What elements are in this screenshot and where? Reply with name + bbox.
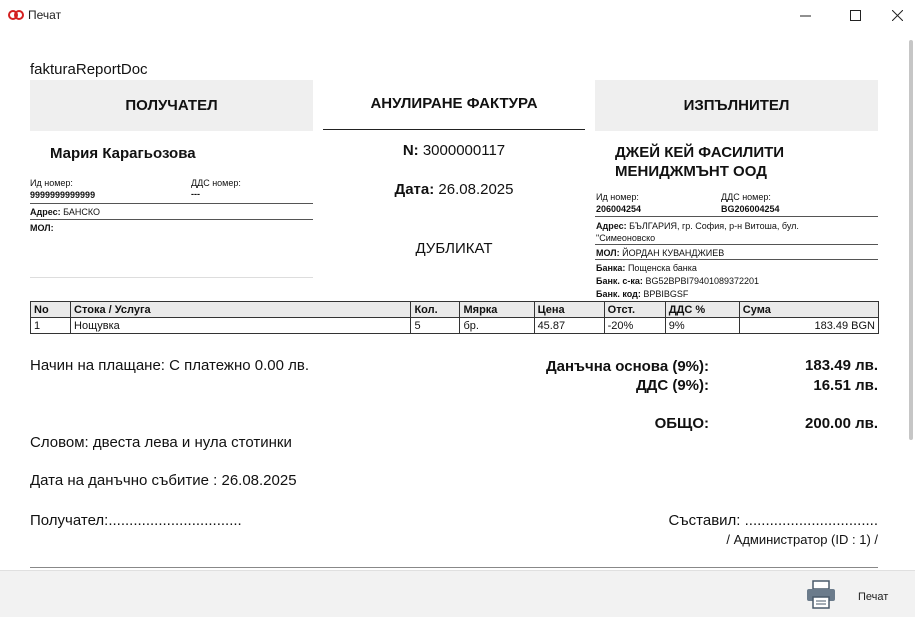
col-header: Отст. <box>604 302 665 318</box>
duplicate-label: ДУБЛИКАТ <box>415 240 493 257</box>
table-cell: 1 <box>31 318 71 334</box>
recipient-id-label: Ид номер: <box>30 178 73 188</box>
minimize-button[interactable] <box>782 0 828 30</box>
issuer-vat-value: BG206004254 <box>721 204 780 214</box>
page-divider <box>30 567 878 568</box>
title-bar <box>0 0 915 30</box>
divider <box>30 219 313 220</box>
issuer-mol-label: МОЛ: <box>596 248 620 258</box>
col-header: Кол. <box>411 302 460 318</box>
issuer-bank <box>596 263 697 273</box>
issuer-mol-value: ЙОРДАН КУВАНДЖИЕВ <box>622 248 725 258</box>
vat-label: ДДС (9%): <box>635 377 709 394</box>
window-title: Печат <box>28 8 62 22</box>
tax-base-label: Данъчна основа (9%): <box>545 358 709 375</box>
tax-base-value: 183.49 лв. <box>805 357 878 374</box>
issuer-account <box>596 276 759 286</box>
issuer-address <box>596 220 878 244</box>
recipient-id-value: 9999999999999 <box>30 190 96 200</box>
issuer-bic-value: BPBIBGSF <box>643 289 689 299</box>
close-icon <box>892 10 903 21</box>
col-header: No <box>31 302 71 318</box>
table-cell: бр. <box>460 318 534 334</box>
issuer-address-label: Адрес: <box>596 221 627 231</box>
app-logo-icon <box>8 10 24 20</box>
table-cell: 45.87 <box>534 318 604 334</box>
issuer-address-value2: "Симеоновско <box>596 233 656 243</box>
recipient-header: ПОЛУЧАТЕЛ <box>30 80 313 131</box>
issuer-address-value: БЪЛГАРИЯ, гр. София, р-н Витоша, бул. <box>629 221 799 231</box>
issuer-vat-label: ДДС номер: <box>721 192 771 202</box>
close-button[interactable] <box>874 0 915 30</box>
recipient-address-label: Адрес: <box>30 207 61 217</box>
recipient-address-value: БАНСКО <box>63 207 100 217</box>
minimize-icon <box>800 10 811 21</box>
table-cell: Нощувка <box>71 318 411 334</box>
issuer-bank-value: Пощенска банка <box>627 263 697 273</box>
print-button[interactable] <box>800 578 900 612</box>
title-underline <box>323 129 585 130</box>
issuer-id-label: Ид номер: <box>596 192 639 202</box>
amount-in-words: Словом: двеста лева и нула стотинки <box>30 434 292 451</box>
issuer-bic-label: Банк. код: <box>596 289 641 299</box>
divider <box>595 244 878 245</box>
issuer-bic <box>596 289 688 299</box>
issuer-name-line1: ДЖЕЙ КЕЙ ФАСИЛИТИ <box>615 144 785 161</box>
col-header: Цена <box>534 302 604 318</box>
col-header: Сума <box>739 302 878 318</box>
divider <box>30 277 313 278</box>
invoice-date-value: 26.08.2025 <box>438 181 514 198</box>
issuer-account-value: BG52BPBI79401089372201 <box>645 276 760 286</box>
receiver-signature: Получател:................................ <box>30 512 242 529</box>
col-header: ДДС % <box>665 302 739 318</box>
scrollbar[interactable] <box>909 40 913 440</box>
recipient-name: Мария Карагьозова <box>50 145 196 162</box>
total-value: 200.00 лв. <box>805 415 878 432</box>
issuer-bank-label: Банка: <box>596 263 626 273</box>
table-cell: -20% <box>604 318 665 334</box>
total-label: ОБЩО: <box>654 415 709 432</box>
table-header-row <box>31 302 879 318</box>
issuer-id-value: 206004254 <box>596 204 642 214</box>
issuer-name <box>615 143 784 181</box>
table-row <box>31 318 879 334</box>
composer-signature: Съставил: ................................ <box>668 512 878 529</box>
table-cell: 5 <box>411 318 460 334</box>
invoice-date-label: Дата: <box>394 181 435 198</box>
maximize-icon <box>850 10 861 21</box>
document-title: АНУЛИРАНЕ ФАКТУРА <box>370 95 538 112</box>
bottom-toolbar <box>0 570 915 617</box>
table-cell: 183.49 BGN <box>739 318 878 334</box>
divider <box>595 259 878 260</box>
invoice-date <box>323 181 585 198</box>
issuer-header: ИЗПЪЛНИТЕЛ <box>595 80 878 131</box>
report-name: fakturaReportDoc <box>30 61 148 78</box>
recipient-mol-label: МОЛ: <box>30 223 54 233</box>
tax-event-date: Дата на данъчно събитие : 26.08.2025 <box>30 472 297 489</box>
recipient-address <box>30 207 100 217</box>
vat-value: 16.51 лв. <box>813 377 878 394</box>
issuer-mol <box>596 248 724 258</box>
items-table <box>30 301 879 334</box>
table-cell: 9% <box>665 318 739 334</box>
col-header: Стока / Услуга <box>71 302 411 318</box>
composer-name: / Администратор (ID : 1) / <box>726 532 878 547</box>
recipient-vat-label: ДДС номер: <box>191 178 241 188</box>
invoice-number <box>323 142 585 159</box>
invoice-number-value: 3000000117 <box>422 142 506 159</box>
invoice-number-label: N: <box>402 142 419 159</box>
issuer-account-label: Банк. с-ка: <box>596 276 643 286</box>
divider <box>30 203 313 204</box>
payment-method: Начин на плащане: С платежно 0.00 лв. <box>30 357 309 374</box>
col-header: Мярка <box>460 302 534 318</box>
issuer-name-line2: МЕНИДЖМЪНТ ООД <box>615 163 767 180</box>
maximize-button[interactable] <box>832 0 878 30</box>
printer-icon <box>805 580 837 610</box>
recipient-vat-value: --- <box>191 189 200 199</box>
print-button-label: Печат <box>858 591 889 603</box>
divider <box>595 216 878 217</box>
